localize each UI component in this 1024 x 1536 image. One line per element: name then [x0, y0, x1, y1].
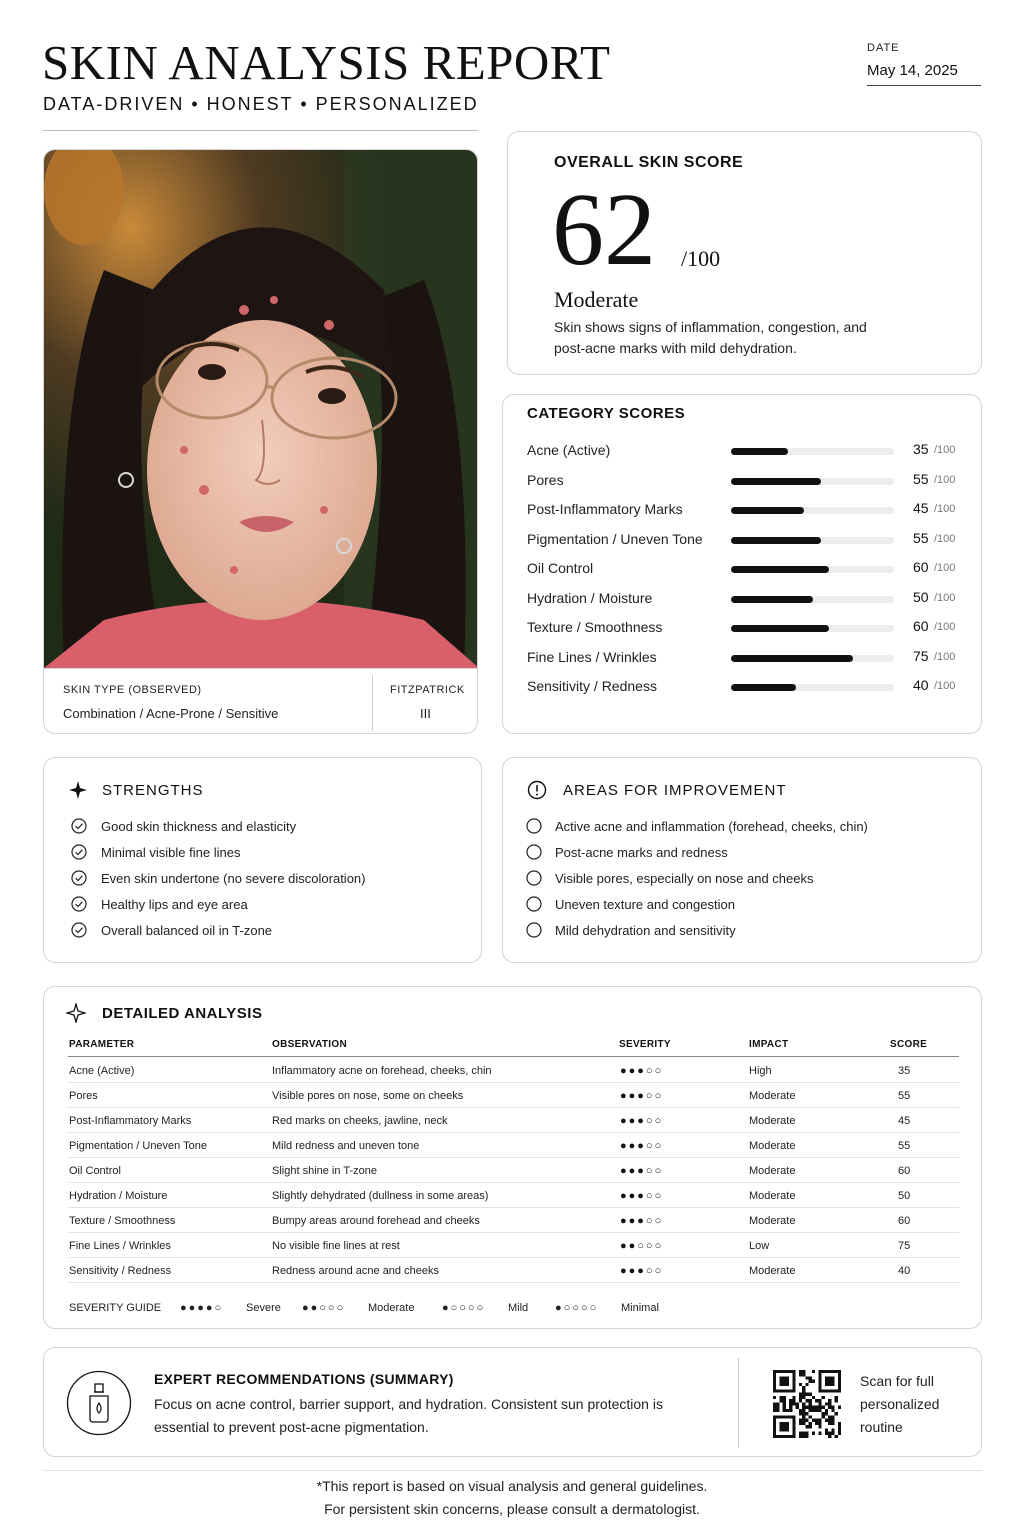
table-row [68, 1158, 959, 1183]
cell-impact: Moderate [749, 1090, 796, 1102]
col-observation: OBSERVATION [272, 1039, 347, 1050]
strengths-item: Good skin thickness and elasticity [101, 819, 297, 834]
recommendations-divider [738, 1358, 739, 1448]
fitzpatrick-label: FITZPATRICK [390, 684, 465, 696]
category-bar-fill [731, 507, 804, 514]
cell-severity: ●●●○○ [620, 1190, 664, 1202]
table-row [68, 1108, 959, 1133]
table-row [68, 1258, 959, 1283]
category-row [527, 557, 967, 581]
category-bar-fill [731, 448, 788, 455]
cell-parameter: Pores [69, 1090, 98, 1102]
strengths-item: Overall balanced oil in T-zone [101, 923, 273, 938]
check-circle-icon [71, 818, 87, 834]
col-parameter: PARAMETER [69, 1039, 135, 1050]
detailed-analysis-title: DETAILED ANALYSIS [102, 1005, 263, 1022]
cell-severity: ●●●○○ [620, 1115, 664, 1127]
category-name: Post-Inflammatory Marks [527, 501, 683, 517]
category-row [527, 469, 967, 493]
qr-code[interactable] [772, 1370, 842, 1438]
cell-parameter: Post-Inflammatory Marks [69, 1115, 192, 1127]
overall-score-label: OVERALL SKIN SCORE [554, 154, 744, 171]
category-row [527, 646, 967, 670]
cell-score: 45 [898, 1115, 911, 1127]
category-name: Acne (Active) [527, 442, 611, 458]
overall-score-max: /100 [681, 246, 721, 271]
category-row [527, 528, 967, 552]
category-score-max: /100 [934, 680, 956, 692]
cell-parameter: Sensitivity / Redness [69, 1265, 172, 1277]
category-score-max: /100 [934, 562, 956, 574]
cell-parameter: Hydration / Moisture [69, 1190, 168, 1202]
category-score-max: /100 [934, 650, 956, 663]
category-bar-track [731, 448, 894, 455]
overall-score-rating: Moderate [554, 287, 639, 312]
category-bar-fill [731, 596, 813, 603]
category-score: 35 [913, 441, 929, 457]
category-name: Hydration / Moisture [527, 589, 653, 606]
category-bar-fill [731, 566, 829, 573]
category-bar-track [731, 684, 894, 691]
cell-impact: High [749, 1065, 772, 1077]
table-row [68, 1233, 959, 1258]
cell-severity: ●●●○○ [620, 1090, 664, 1102]
table-row [68, 1058, 959, 1083]
category-score: 60 [913, 559, 929, 575]
category-name: Pores [527, 471, 564, 488]
severity-guide-dots: ●●○○○ [302, 1302, 346, 1314]
report-subtitle: DATA-DRIVEN • HONEST • PERSONALIZED [43, 94, 479, 114]
report-title: SKIN ANALYSIS REPORT [42, 35, 611, 90]
footer-divider [43, 1470, 982, 1471]
cell-observation: Mild redness and uneven tone [272, 1140, 420, 1152]
overall-score-value: 62 [552, 172, 656, 287]
skin-profile [44, 668, 478, 734]
cell-score: 60 [898, 1165, 911, 1177]
improvements-item: Post-acne marks and redness [555, 845, 728, 860]
category-scores-card [502, 394, 982, 734]
cell-parameter: Texture / Smoothness [69, 1215, 176, 1227]
cell-observation: Inflammatory acne on forehead, cheeks, chin [272, 1065, 492, 1077]
cell-observation: Visible pores on nose, some on cheeks [272, 1090, 464, 1102]
category-bar-track [731, 566, 894, 573]
category-bar-fill [731, 625, 829, 632]
check-circle-icon [71, 922, 87, 938]
strengths-card [43, 757, 482, 963]
category-name: Texture / Smoothness [527, 619, 663, 635]
cell-score: 40 [898, 1265, 911, 1277]
alert-circle-icon [527, 780, 547, 800]
cell-observation: Slight shine in T-zone [272, 1165, 377, 1177]
cell-observation: No visible fine lines at rest [272, 1240, 400, 1252]
table-row [68, 1083, 959, 1108]
cell-observation: Slightly dehydrated (dullness in some areas) [272, 1190, 489, 1202]
cell-score: 75 [898, 1240, 911, 1252]
cell-impact: Low [749, 1240, 770, 1252]
category-name: Pigmentation / Uneven Tone [527, 530, 703, 547]
cell-parameter: Oil Control [69, 1165, 121, 1177]
subject-photo [44, 150, 478, 668]
empty-circle-icon [526, 896, 542, 912]
qr-caption: Scan for full personalized routine [860, 1373, 940, 1435]
cell-score: 55 [898, 1140, 911, 1152]
cell-score: 35 [898, 1065, 911, 1077]
improvements-item: Mild dehydration and sensitivity [555, 923, 736, 938]
cell-parameter: Pigmentation / Uneven Tone [69, 1140, 207, 1152]
category-bar-track [731, 537, 894, 544]
category-scores-title: CATEGORY SCORES [527, 405, 686, 422]
severity-guide-dots: ●○○○○ [442, 1302, 486, 1314]
date-label: DATE [867, 42, 900, 54]
category-score: 40 [913, 677, 929, 693]
cell-score: 60 [898, 1215, 911, 1227]
category-row [527, 439, 967, 463]
category-score: 60 [913, 618, 929, 634]
serum-bottle-icon [66, 1370, 132, 1436]
strengths-item: Healthy lips and eye area [101, 897, 248, 912]
improvements-card [502, 757, 982, 963]
recommendations-text: Focus on acne control, barrier support, and hydration. Consistent sun protection is essential to prevent post-acne pigmentation. [154, 1396, 663, 1435]
category-score-max: /100 [934, 621, 956, 633]
severity-guide-level: Moderate [368, 1302, 415, 1314]
cell-observation: Bumpy areas around forehead and cheeks [272, 1215, 480, 1227]
recommendations-title: EXPERT RECOMMENDATIONS (SUMMARY) [154, 1371, 454, 1387]
table-header-rule [68, 1056, 959, 1057]
recommendations-card [43, 1347, 982, 1457]
category-score-max: /100 [934, 532, 956, 545]
cell-observation: Redness around acne and cheeks [272, 1265, 439, 1277]
check-circle-icon [71, 870, 87, 886]
cell-severity: ●●●○○ [620, 1165, 664, 1177]
header-divider [43, 130, 478, 131]
severity-guide-dots: ●●●●○ [180, 1302, 224, 1314]
cell-impact: Moderate [749, 1140, 796, 1152]
severity-guide-level: Mild [508, 1302, 529, 1314]
strengths-item: Even skin undertone (no severe discoloration) [101, 871, 366, 886]
col-severity: SEVERITY [619, 1039, 671, 1050]
improvements-item: Visible pores, especially on nose and cheeks [555, 871, 814, 886]
cell-parameter: Fine Lines / Wrinkles [69, 1240, 171, 1252]
skin-type-value: Combination / Acne-Prone / Sensitive [63, 706, 279, 721]
empty-circle-icon [526, 922, 542, 938]
footer-line-1: *This report is based on visual analysis and general guidelines. [316, 1478, 708, 1494]
category-bar-track [731, 655, 894, 662]
cell-severity: ●●○○○ [620, 1240, 664, 1252]
cell-impact: Moderate [749, 1115, 796, 1127]
sparkle-outline-icon [66, 1003, 86, 1023]
category-bar-fill [731, 478, 821, 485]
cell-severity: ●●●○○ [620, 1140, 664, 1152]
cell-impact: Moderate [749, 1265, 796, 1277]
empty-circle-icon [526, 844, 542, 860]
improvements-item: Active acne and inflammation (forehead, cheeks, chin) [555, 819, 868, 834]
category-score: 55 [913, 470, 929, 487]
category-bar-fill [731, 684, 796, 691]
severity-guide-level: Minimal [621, 1302, 659, 1314]
category-row [527, 587, 967, 611]
category-row [527, 616, 967, 640]
category-name: Oil Control [527, 560, 594, 576]
category-score: 55 [913, 529, 929, 546]
fitzpatrick-value: III [420, 706, 431, 721]
category-score-max: /100 [934, 503, 956, 515]
category-row [527, 498, 967, 522]
cell-impact: Moderate [749, 1165, 796, 1177]
severity-guide-level: Severe [246, 1302, 281, 1314]
category-score-max: /100 [934, 473, 956, 486]
col-impact: IMPACT [749, 1039, 789, 1050]
severity-guide-label: SEVERITY GUIDE [69, 1302, 162, 1314]
cell-observation: Red marks on cheeks, jawline, neck [272, 1115, 448, 1127]
category-name: Fine Lines / Wrinkles [527, 648, 657, 665]
category-row [527, 675, 967, 699]
date-value: May 14, 2025 [867, 62, 981, 86]
improvements-title: AREAS FOR IMPROVEMENT [563, 782, 787, 799]
sparkle-icon [68, 780, 88, 800]
empty-circle-icon [526, 870, 542, 886]
category-name: Sensitivity / Redness [527, 678, 657, 694]
category-bar-track [731, 625, 894, 632]
cell-score: 50 [898, 1190, 911, 1202]
improvements-item: Uneven texture and congestion [555, 897, 735, 912]
category-score: 75 [913, 647, 929, 664]
category-bar-fill [731, 655, 853, 662]
cell-severity: ●●●○○ [620, 1265, 664, 1277]
meta-divider [372, 675, 373, 731]
category-score: 50 [913, 588, 929, 605]
col-score: SCORE [890, 1039, 928, 1050]
category-score-max: /100 [934, 444, 956, 456]
category-bar-track [731, 507, 894, 514]
category-score-max: /100 [934, 591, 956, 604]
severity-guide-dots: ●○○○○ [555, 1302, 599, 1314]
table-row [68, 1208, 959, 1233]
detailed-analysis-card [43, 986, 982, 1329]
cell-score: 55 [898, 1090, 911, 1102]
cell-severity: ●●●○○ [620, 1215, 664, 1227]
cell-severity: ●●●○○ [620, 1065, 664, 1077]
category-bar-fill [731, 537, 821, 544]
cell-impact: Moderate [749, 1215, 796, 1227]
table-row [68, 1133, 959, 1158]
table-row [68, 1183, 959, 1208]
cell-parameter: Acne (Active) [69, 1065, 135, 1077]
skin-type-label: SKIN TYPE (OBSERVED) [63, 684, 202, 696]
strengths-title: STRENGTHS [102, 782, 204, 799]
footer-disclaimer [0, 1475, 1024, 1521]
overall-score-card [507, 131, 982, 375]
category-score: 45 [913, 500, 929, 516]
photo-card [43, 149, 478, 734]
footer-line-2: For persistent skin concerns, please consult a dermatologist. [324, 1501, 700, 1517]
category-bar-track [731, 596, 894, 603]
empty-circle-icon [526, 818, 542, 834]
category-bar-track [731, 478, 894, 485]
check-circle-icon [71, 896, 87, 912]
strengths-item: Minimal visible fine lines [101, 845, 241, 860]
check-circle-icon [71, 844, 87, 860]
cell-impact: Moderate [749, 1190, 796, 1202]
overall-score-description: Skin shows signs of inflammation, congestion, and post-acne marks with mild dehydration. [554, 319, 867, 356]
